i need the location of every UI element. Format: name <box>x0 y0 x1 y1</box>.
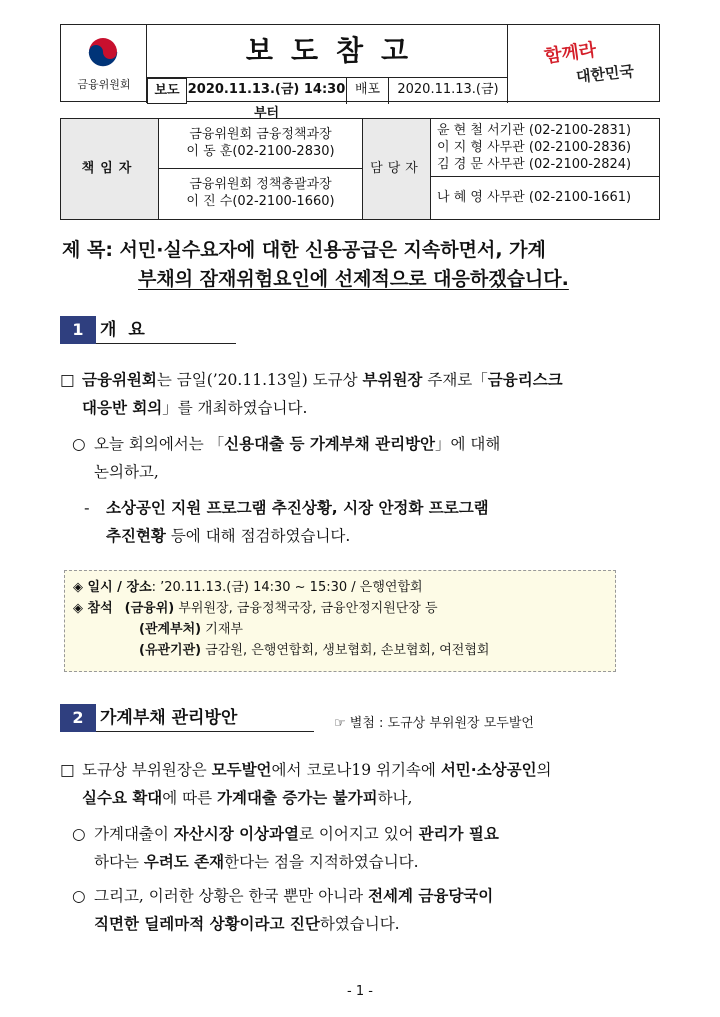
s1p1-text-2: 주재로「 <box>422 371 488 389</box>
s1p1-bold-3: 금융리스크 <box>487 371 563 389</box>
s2p1-text-3: 의 <box>536 761 552 779</box>
s1p3-bold-2: 추진현황 <box>106 527 166 545</box>
document-title: 보도참고 <box>245 34 427 67</box>
s2-paragraph-2 <box>72 820 628 876</box>
subject-line-1: 제 목: 서민·실수요자에 대한 신용공급은 지속하면서, 가계 <box>62 239 546 261</box>
attendee-group-fsc: (금융위) <box>124 601 175 616</box>
section-1-underline <box>96 343 236 344</box>
s1p2-bold-1: 신용대출 등 가계부채 관리방안 <box>224 435 436 453</box>
box-row-ministry <box>73 619 615 640</box>
s2p3-text-2: 하였습니다. <box>319 915 400 933</box>
responsible-person-2 <box>159 169 363 219</box>
s2p1-bold-2: 서민·소상공인 <box>440 761 537 779</box>
s2p2-text-3: 하다는 <box>94 853 144 871</box>
attendee-group-ministry: (관계부처) <box>139 622 202 637</box>
resp2-dept: 금융위원회 정책총괄과장 <box>189 177 332 192</box>
circle-bullet: ○ <box>72 825 86 843</box>
resp2-name: 이 진 수(02-2100-1660) <box>186 194 335 209</box>
staff-label: 담당자 <box>363 119 431 219</box>
dash-bullet: - <box>84 499 90 517</box>
s2p2-bold-2: 관리가 필요 <box>418 825 499 843</box>
s2p2-text-4: 한다는 점을 지적하였습니다. <box>224 853 419 871</box>
brand-slogan-logo <box>507 25 661 103</box>
s2p1-text-5: 하나, <box>377 789 413 807</box>
resp1-dept: 금융위원회 금융정책과장 <box>189 127 332 142</box>
staff-3: 김 경 문 사무관 (02-2100-2824) <box>437 157 632 172</box>
s1p1-bold-4: 대응반 회의 <box>82 399 163 417</box>
section-2-underline <box>96 731 314 732</box>
section-2-number: 2 <box>60 704 96 732</box>
distribution-value: 2020.11.13.(금) <box>397 82 499 97</box>
s2p1-bold-1: 모두발언 <box>211 761 272 779</box>
staff-4: 나 혜 영 사무관 (02-2100-1661) <box>437 190 632 205</box>
s1p3-bold-1: 소상공인 지원 프로그램 추진상황, 시장 안정화 프로그램 <box>106 499 489 517</box>
box-row-datetime <box>73 577 615 598</box>
s1p1-text-3: 」를 개최하였습니다. <box>162 399 308 417</box>
box-row-attendees <box>73 598 615 619</box>
s2p1-text-4: 에 따른 <box>162 789 218 807</box>
press-label: 보도 <box>147 78 187 104</box>
brand-slogan-line2: 대한민국 <box>575 62 635 86</box>
attendee-list-agencies: 금감원, 은행연합회, 생보협회, 손보협회, 여전협회 <box>205 643 490 658</box>
attendee-list-ministry: 기재부 <box>205 622 243 637</box>
s2p1-text-2: 에서 코로나19 위기속에 <box>271 761 441 779</box>
s2p3-bold-1: 전세계 금융당국이 <box>368 887 494 905</box>
s2p2-bold-1: 자산시장 이상과열 <box>173 825 299 843</box>
s1p3-text-1: 등에 대해 점검하였습니다. <box>165 527 351 545</box>
s1p1-text-1: 는 금일(’20.11.13일) 도규상 <box>156 371 363 389</box>
s1-paragraph-1 <box>60 366 626 422</box>
s2p1-text-1: 도규상 부위원장은 <box>82 761 212 779</box>
page-number: - 1 - <box>347 984 373 999</box>
distribution-label: 배포 <box>347 78 389 104</box>
staff-group-2 <box>431 177 659 219</box>
s2-paragraph-3 <box>72 882 628 938</box>
s2p3-text-1: 그리고, 이러한 상황은 한국 뿐만 아니라 <box>94 887 369 905</box>
subject-line-2: 부채의 잠재위험요인에 선제적으로 대응하겠습니다. <box>138 268 569 290</box>
circle-bullet: ○ <box>72 887 86 905</box>
s2p1-bold-3: 실수요 확대 <box>82 789 163 807</box>
attendee-list-fsc: 부위원장, 금융정책국장, 금융안정지원단장 등 <box>178 601 438 616</box>
s1p1-bold-2: 부위원장 <box>362 371 423 389</box>
s1p2-text-1: 오늘 회의에서는 「 <box>94 435 225 453</box>
datetime-value: : ’20.11.13.(금) 14:30 ~ 15:30 / 은행연합회 <box>151 580 423 595</box>
subject-heading <box>62 236 662 294</box>
ministry-logo <box>61 25 147 103</box>
section-1-title: 개 요 <box>100 320 148 340</box>
taegeuk-emblem-icon <box>88 37 118 67</box>
box-row-agencies <box>73 640 615 661</box>
section-2-header <box>60 704 320 732</box>
section-1-header <box>60 316 260 344</box>
s2p1-bold-4: 가계대출 증가는 불가피 <box>217 789 378 807</box>
s1p2-text-3: 논의하고, <box>94 463 159 481</box>
s2p2-bold-3: 우려도 존재 <box>143 853 225 871</box>
s1-paragraph-2 <box>72 430 628 486</box>
s1p1-bold-1: 금융위원회 <box>82 371 157 389</box>
brand-slogan-line1: 함께라 <box>543 39 598 68</box>
staff-2: 이 지 형 사무관 (02-2100-2836) <box>437 140 632 155</box>
press-header <box>60 24 660 121</box>
section-1-number: 1 <box>60 316 96 344</box>
datetime-label: ◈ 일시 / 장소 <box>73 580 152 595</box>
resp1-name: 이 동 훈(02-2100-2830) <box>186 144 335 159</box>
staff-group-1 <box>431 119 659 177</box>
s2p2-text-1: 가계대출이 <box>94 825 174 843</box>
responsible-label: 책임자 <box>61 119 159 219</box>
staff-1: 윤 현 철 서기관 (02-2100-2831) <box>437 123 632 138</box>
square-bullet: □ <box>60 761 75 779</box>
s1p2-text-2: 」에 대해 <box>435 435 501 453</box>
s2p2-text-2: 로 이어지고 있어 <box>298 825 419 843</box>
responsible-person-1 <box>159 119 363 169</box>
attendee-group-agencies: (유관기관) <box>139 643 202 658</box>
square-bullet: □ <box>60 371 75 389</box>
annex-note: ☞ 별첨 : 도규상 부위원장 모두발언 <box>334 716 534 731</box>
press-value: 2020.11.13.(금) 14:30부터 <box>187 78 347 104</box>
logo-text: 금융위원회 <box>77 78 131 91</box>
release-info-row <box>147 77 507 121</box>
meeting-info-box <box>64 570 616 672</box>
s2p3-bold-2: 직면한 딜레마적 상황이라고 진단 <box>94 915 320 933</box>
section-2-title: 가계부채 관리방안 <box>100 708 238 728</box>
s1-paragraph-3 <box>84 494 628 550</box>
s2-paragraph-1 <box>60 756 626 812</box>
attendees-label: ◈ 참석 <box>73 601 113 616</box>
contact-table <box>60 118 660 220</box>
circle-bullet: ○ <box>72 435 86 453</box>
